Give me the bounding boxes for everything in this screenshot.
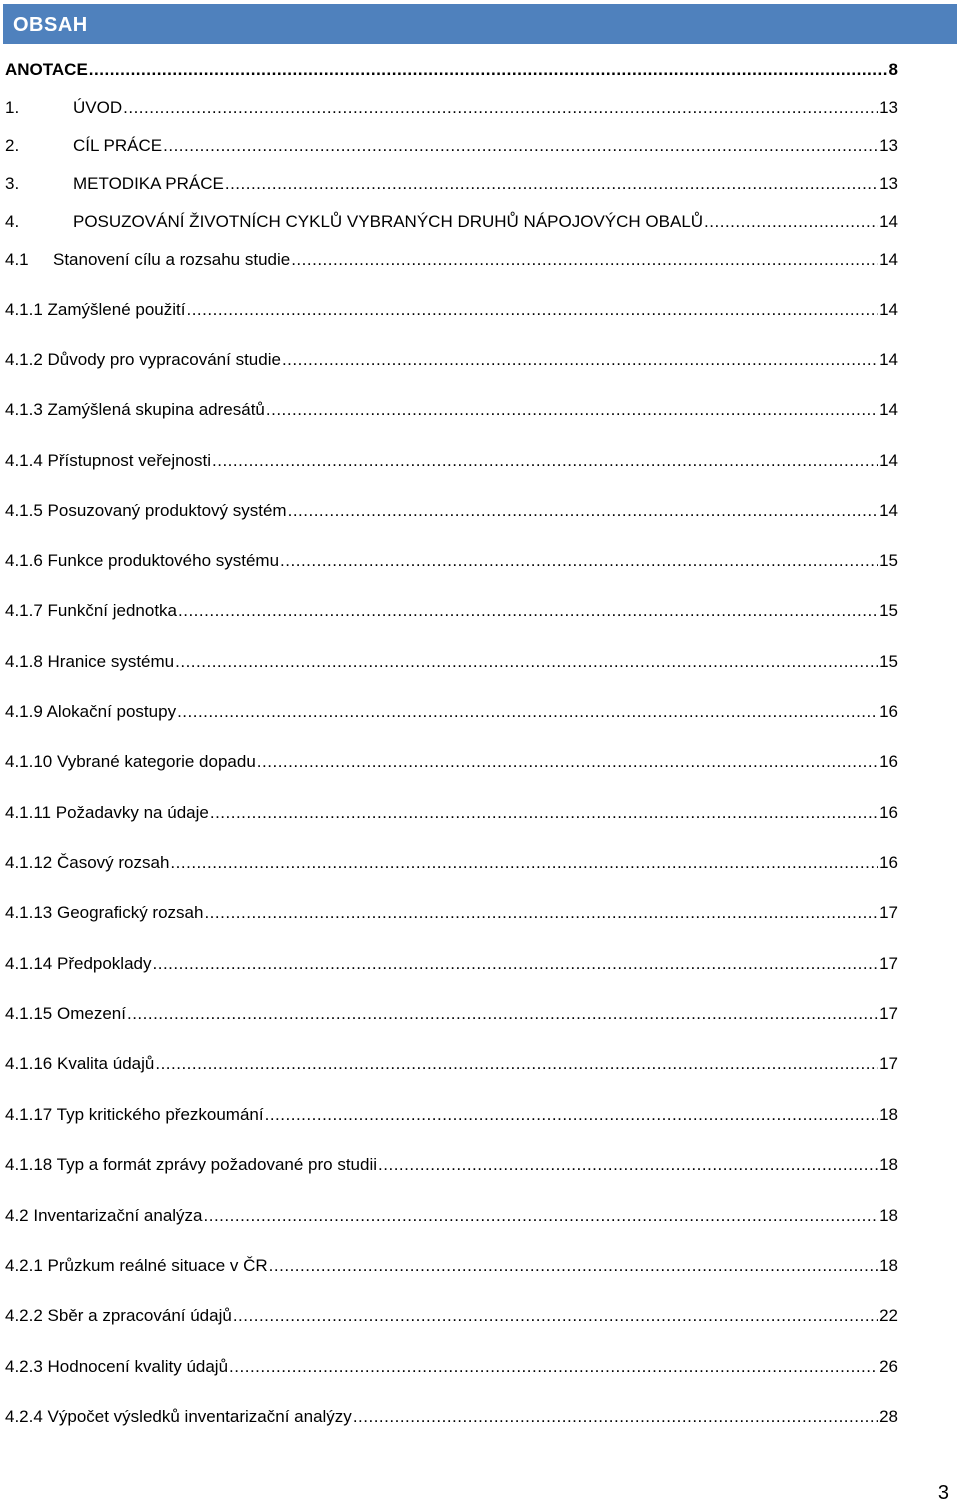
toc-entry[interactable]	[5, 250, 898, 270]
dot-leader	[266, 400, 878, 420]
toc-entry-page: 22	[879, 1306, 898, 1325]
dot-leader	[257, 752, 878, 772]
toc-entry-number: 4.	[5, 212, 20, 231]
toc-entry-label: CÍL PRÁCE	[73, 136, 163, 155]
toc-entry-label: 4.1.13 Geografický rozsah	[5, 903, 204, 922]
toc-entry-page: 14	[879, 300, 898, 319]
toc-entry[interactable]	[5, 954, 898, 974]
toc-entry-page: 16	[879, 803, 898, 822]
dot-leader	[178, 601, 878, 621]
toc-entry-label: 4.1.14 Předpoklady	[5, 954, 152, 973]
dot-leader	[177, 702, 878, 722]
toc-entry-label: 4.1.7 Funkční jednotka	[5, 601, 178, 620]
dot-leader	[210, 803, 878, 823]
toc-entry-page: 14	[879, 350, 898, 369]
toc-entry-number: 4.1	[5, 250, 29, 269]
toc-entry-page: 18	[879, 1105, 898, 1124]
toc-entry-label: 4.2.3 Hodnocení kvality údajů	[5, 1357, 229, 1376]
dot-leader	[233, 1306, 878, 1326]
toc-entry[interactable]	[5, 174, 898, 194]
toc-entry[interactable]	[5, 1206, 898, 1226]
toc-entry-page: 17	[879, 1004, 898, 1023]
dot-leader	[229, 1357, 878, 1377]
toc-entry-page: 13	[879, 136, 898, 155]
toc-entry[interactable]	[5, 803, 898, 823]
toc-entry[interactable]	[5, 1054, 898, 1074]
toc-entry-label: 4.1.10 Vybrané kategorie dopadu	[5, 752, 256, 771]
toc-entry-label: Stanovení cílu a rozsahu studie	[53, 250, 291, 269]
toc-entry-page: 13	[879, 98, 898, 117]
toc-entry[interactable]	[5, 1105, 898, 1125]
toc-entry[interactable]	[5, 1407, 898, 1427]
dot-leader	[269, 1256, 878, 1276]
toc-entry-page: 15	[879, 601, 898, 620]
dot-leader	[225, 174, 878, 194]
toc-entry-label: 4.1.16 Kvalita údajů	[5, 1054, 155, 1073]
toc-entry-page: 28	[879, 1407, 898, 1426]
toc-entry-page: 14	[879, 250, 898, 269]
toc-entry[interactable]	[5, 501, 898, 521]
toc-entry-page: 17	[879, 1054, 898, 1073]
toc-entry[interactable]	[5, 451, 898, 471]
toc-entry[interactable]	[5, 1004, 898, 1024]
toc-entry-page: 8	[888, 60, 898, 79]
dot-leader	[265, 1105, 878, 1125]
toc-entry-page: 16	[879, 853, 898, 872]
toc-entry-label: 4.1.11 Požadavky na údaje	[5, 803, 209, 822]
toc-entry-page: 18	[879, 1256, 898, 1275]
toc-entry[interactable]	[5, 60, 898, 80]
toc-entry-number: 1.	[5, 98, 20, 117]
toc-entry-page: 26	[879, 1357, 898, 1376]
toc-heading	[3, 4, 957, 44]
toc-entry-label: 4.1.4 Přístupnost veřejnosti	[5, 451, 212, 470]
dot-leader	[89, 60, 888, 80]
toc-entry-label: ÚVOD	[73, 98, 123, 117]
toc-entry-page: 14	[879, 501, 898, 520]
toc-entry-label: 4.1.15 Omezení	[5, 1004, 126, 1023]
dot-leader	[204, 903, 878, 923]
toc-entry-page: 17	[879, 954, 898, 973]
toc-entry-page: 14	[879, 400, 898, 419]
toc-entry[interactable]	[5, 652, 898, 672]
toc-entry[interactable]	[5, 853, 898, 873]
dot-leader	[280, 551, 878, 571]
dot-leader	[155, 1054, 878, 1074]
dot-leader	[204, 1206, 879, 1226]
toc-entry-label: METODIKA PRÁCE	[73, 174, 224, 193]
toc-entry-label: 4.1.9 Alokační postupy	[5, 702, 177, 721]
toc-entry-page: 15	[879, 652, 898, 671]
toc-entry-label: POSUZOVÁNÍ ŽIVOTNÍCH CYKLŮ VYBRANÝCH DRUHŮ NÁPOJOVÝCH OBALŮ	[73, 212, 704, 231]
toc-entry[interactable]	[5, 1155, 898, 1175]
toc-entry-label: 4.2 Inventarizační analýza	[5, 1206, 203, 1225]
toc-entry-page: 18	[879, 1206, 898, 1225]
dot-leader	[153, 954, 879, 974]
dot-leader	[170, 853, 878, 873]
dot-leader	[282, 350, 878, 370]
toc-entry[interactable]	[5, 350, 898, 370]
toc-entry-number: 2.	[5, 136, 20, 155]
toc-entry[interactable]	[5, 300, 898, 320]
toc-entry[interactable]	[5, 903, 898, 923]
toc-entry-label: 4.2.2 Sběr a zpracování údajů	[5, 1306, 232, 1325]
dot-leader	[291, 250, 878, 270]
toc-entry-label: 4.1.1 Zamýšlené použití	[5, 300, 186, 319]
dot-leader	[212, 451, 878, 471]
toc-entry-label: 4.1.8 Hranice systému	[5, 652, 175, 671]
dot-leader	[288, 501, 878, 521]
toc-entry-page: 14	[879, 212, 898, 231]
toc-entry-page: 17	[879, 903, 898, 922]
toc-entry-page: 13	[879, 174, 898, 193]
toc-entry-label: 4.1.6 Funkce produktového systému	[5, 551, 280, 570]
toc-entry-label: 4.1.3 Zamýšlená skupina adresátů	[5, 400, 265, 419]
toc-entry[interactable]	[5, 1357, 898, 1377]
toc-entry-label: 4.1.5 Posuzovaný produktový systém	[5, 501, 287, 520]
toc-heading-title: OBSAH	[13, 14, 88, 36]
toc-entry-label: ANOTACE	[5, 60, 88, 79]
toc-entry[interactable]	[5, 752, 898, 772]
toc-entry[interactable]	[5, 212, 898, 232]
toc-entry[interactable]	[5, 98, 898, 118]
toc-entry-page: 16	[879, 752, 898, 771]
dot-leader	[127, 1004, 878, 1024]
toc-entry[interactable]	[5, 601, 898, 621]
toc-entry-page: 14	[879, 451, 898, 470]
toc-entry-label: 4.2.4 Výpočet výsledků inventarizační analýzy	[5, 1407, 352, 1426]
page-number: 3	[937, 1482, 949, 1504]
dot-leader	[186, 300, 878, 320]
dot-leader	[123, 98, 878, 118]
toc-entry-page: 15	[879, 551, 898, 570]
toc-entry-number: 3.	[5, 174, 20, 193]
toc-entry-label: 4.1.18 Typ a formát zprávy požadované pro studii	[5, 1155, 378, 1174]
toc-entry[interactable]	[5, 702, 898, 722]
dot-leader	[163, 136, 878, 156]
toc-entry[interactable]	[5, 400, 898, 420]
dot-leader	[353, 1407, 878, 1427]
toc-entry-page: 16	[879, 702, 898, 721]
toc-entry-page: 18	[879, 1155, 898, 1174]
dot-leader	[378, 1155, 878, 1175]
toc-entry-label: 4.2.1 Průzkum reálné situace v ČR	[5, 1256, 268, 1275]
dot-leader	[175, 652, 878, 672]
toc-entry-label: 4.1.2 Důvody pro vypracování studie	[5, 350, 281, 369]
toc-entry-label: 4.1.12 Časový rozsah	[5, 853, 170, 872]
toc-entry[interactable]	[5, 1306, 898, 1326]
toc-entry[interactable]	[5, 551, 898, 571]
toc-entry[interactable]	[5, 136, 898, 156]
toc-entry[interactable]	[5, 1256, 898, 1276]
toc-entry-label: 4.1.17 Typ kritického přezkoumání	[5, 1105, 264, 1124]
dot-leader	[704, 212, 878, 232]
